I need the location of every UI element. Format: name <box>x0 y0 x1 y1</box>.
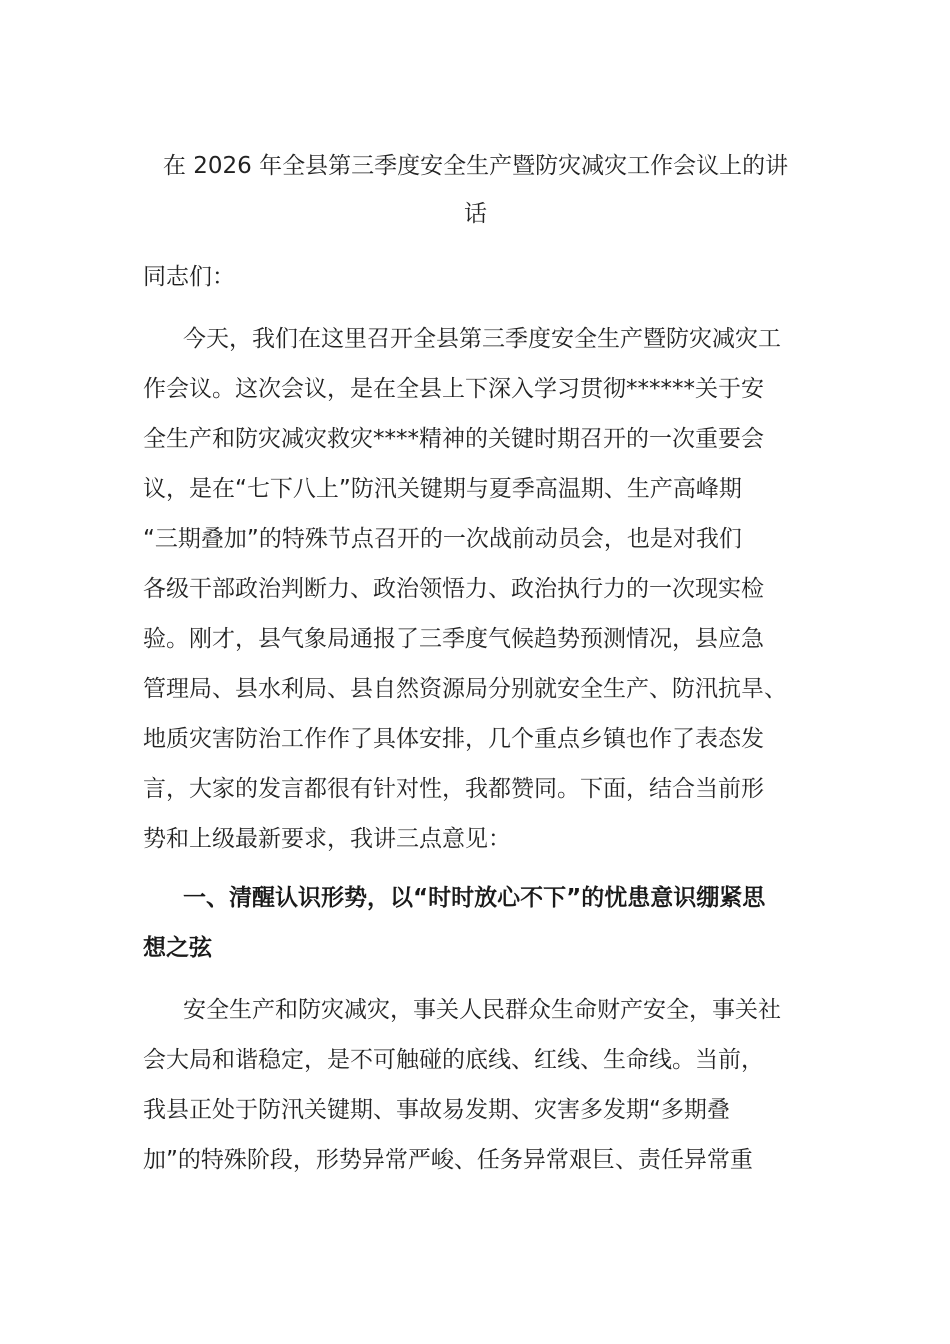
title-line: 在 2026 年全县第三季度安全生产暨防灾减灾工作会议上的讲 <box>162 153 789 179</box>
text-line: 势和上级最新要求，我讲三点意见： <box>143 826 511 852</box>
paragraph-intro <box>143 314 811 864</box>
text-line: 安全生产和防灾减灾，事关人民群众生命财产安全，事关社 <box>183 997 781 1023</box>
text-line: 我县正处于防汛关键期、事故易发期、灾害多发期“多期叠 <box>143 1097 730 1123</box>
text-line: 各级干部政治判断力、政治领悟力、政治执行力的一次现实检 <box>143 576 764 602</box>
heading-line: 想之弦 <box>143 935 212 961</box>
text-line: 议，是在“七下八上”防汛关键期与夏季高温期、生产高峰期 <box>143 476 742 502</box>
title-line: 话 <box>464 201 487 227</box>
text-line: 今天，我们在这里召开全县第三季度安全生产暨防灾减灾工 <box>183 326 781 352</box>
text-line: 言，大家的发言都很有针对性，我都赞同。下面，结合当前形 <box>143 776 764 802</box>
text-line: 全生产和防灾减灾救灾****精神的关键时期召开的一次重要会 <box>143 426 764 452</box>
text-line: 验。刚才，县气象局通报了三季度气候趋势预测情况，县应急 <box>143 626 764 652</box>
text-line: 作会议。这次会议，是在全县上下深入学习贯彻******关于安 <box>143 376 764 402</box>
document-title <box>143 142 808 238</box>
paragraph-section-1 <box>143 985 811 1185</box>
section-heading-1 <box>143 873 811 973</box>
heading-line: 一、清醒认识形势，以“时时放心不下”的忧患意识绷紧思 <box>183 885 766 911</box>
text-line: 会大局和谐稳定，是不可触碰的底线、红线、生命线。当前， <box>143 1047 764 1073</box>
text-line: “三期叠加”的特殊节点召开的一次战前动员会，也是对我们 <box>143 526 742 552</box>
greeting: 同志们： <box>143 264 235 290</box>
text-line: 加”的特殊阶段，形势异常严峻、任务异常艰巨、责任异常重 <box>143 1147 753 1173</box>
text-line: 地质灾害防治工作作了具体安排，几个重点乡镇也作了表态发 <box>143 726 764 752</box>
text-line: 管理局、县水利局、县自然资源局分别就安全生产、防汛抗旱、 <box>143 676 787 702</box>
